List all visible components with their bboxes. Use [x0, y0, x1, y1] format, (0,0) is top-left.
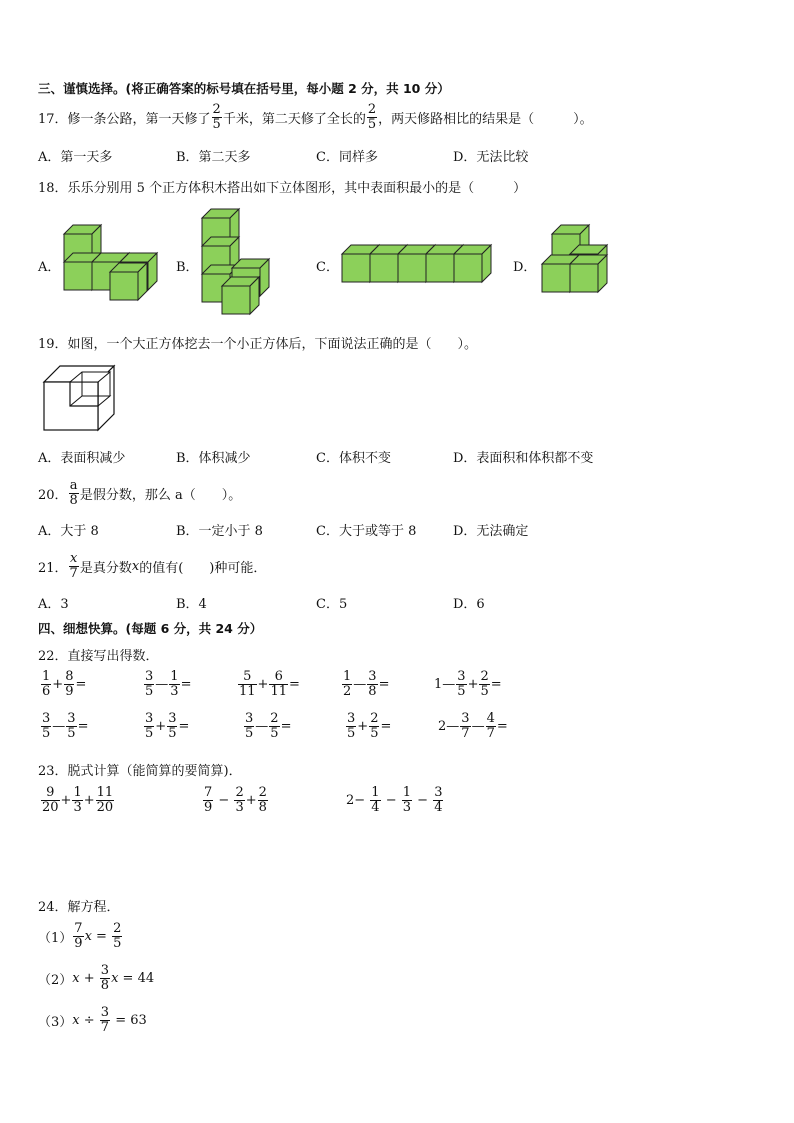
- q22-expr-5: 1— $\frac{3}{5}$ + $\frac{2}{5}$ =: [434, 669, 502, 699]
- q18-label-a[interactable]: A．: [38, 260, 61, 275]
- q20-prefix: 20．: [38, 487, 68, 503]
- question-23: 23．脱式计算（能简算的要简算)．: [38, 764, 242, 779]
- q21-mid-1: 是真分数: [79, 560, 132, 576]
- q17-suffix: ，两天修路相比的结果是（ ）。: [378, 111, 593, 127]
- q22-expr-10: 2— $\frac{3}{7}$ — $\frac{4}{7}$ =: [438, 711, 508, 741]
- q23-expr-3: 2− $\frac{1}{4}$ − $\frac{1}{3}$ − $\frac{3}{4}$: [346, 785, 443, 815]
- q18-figure-b[interactable]: [200, 206, 280, 324]
- q21-option-a[interactable]: A．3: [38, 597, 69, 612]
- cube: [454, 245, 491, 282]
- q20-option-b[interactable]: B．一定小于 8: [176, 524, 263, 539]
- q19-option-c[interactable]: C．体积不变: [316, 451, 391, 466]
- question-20: [38, 474, 241, 512]
- q20-fraction: $\frac{a}{8}$: [69, 477, 78, 508]
- q20-option-d[interactable]: D．无法确定: [453, 524, 529, 539]
- q19-hollow-cube-figure: [42, 362, 118, 432]
- question-24: 24．解方程．: [38, 900, 120, 915]
- q17-option-c[interactable]: C．同样多: [316, 150, 378, 165]
- q21-fraction: $\frac{x}{7}$: [69, 550, 78, 581]
- q21-variable: x: [131, 558, 140, 574]
- q20-option-c[interactable]: C．大于或等于 8: [316, 524, 417, 539]
- q22-expr-4: $\frac{1}{2}$ — $\frac{3}{8}$ =: [343, 669, 390, 699]
- q24-equation-3: （3） x ÷ $\frac{3}{7}$ = 63: [38, 1005, 147, 1035]
- q22-expr-9: $\frac{3}{5}$ + $\frac{2}{5}$ =: [347, 711, 392, 741]
- question-21: [38, 547, 266, 585]
- q21-option-d[interactable]: D．6: [453, 597, 485, 612]
- q21-prefix: 21．: [38, 560, 68, 576]
- q22-expr-8: $\frac{3}{5}$ — $\frac{2}{5}$ =: [245, 711, 292, 741]
- question-19: 19．如图，一个大正方体挖去一个小正方体后，下面说法正确的是（ ）。: [38, 337, 478, 352]
- question-18: 18．乐乐分别用 5 个正方体积木搭出如下立体图形，其中表面积最小的是（ ）: [38, 181, 527, 196]
- section-3-title: 三、谨慎选择。(将正确答案的标号填在括号里，每小题 2 分，共 10 分）: [38, 81, 450, 96]
- q20-suffix: 是假分数，那么 a（ ）。: [79, 487, 242, 503]
- q18-figure-c[interactable]: [340, 242, 500, 286]
- section-4-title: 四、细想快算。(每题 6 分，共 24 分）: [38, 621, 263, 636]
- q18-label-b[interactable]: B．: [176, 260, 199, 275]
- q24-equation-1: （1） $\frac{7}{9}$ x = $\frac{2}{5}$: [38, 921, 122, 951]
- q17-mid: 千米，第二天修了全长的: [222, 111, 366, 127]
- question-17: [38, 98, 593, 136]
- q17-prefix: 17．修一条公路，第一天修了: [38, 111, 211, 127]
- q22-expr-7: $\frac{3}{5}$ + $\frac{3}{5}$ =: [145, 711, 190, 741]
- q22-expr-3: $\frac{5}{11}$ + $\frac{6}{11}$ =: [239, 669, 300, 699]
- q23-expr-2: $\frac{7}{9}$ − $\frac{2}{3}$ + $\frac{2}{8}$: [204, 785, 267, 815]
- q17-option-b[interactable]: B．第二天多: [176, 150, 251, 165]
- q23-expr-1: $\frac{9}{20}$ + $\frac{1}{3}$ + $\frac{11}{20}$: [42, 785, 114, 815]
- q21-option-c[interactable]: C．5: [316, 597, 348, 612]
- q24-equation-2: （2） x + $\frac{3}{8}$ x = 44: [38, 963, 155, 993]
- q19-option-a[interactable]: A．表面积减少: [38, 451, 126, 466]
- question-22: 22．直接写出得数．: [38, 649, 159, 664]
- q17-fraction-2: $\frac{2}{5}$: [367, 101, 377, 132]
- cube: [110, 263, 147, 300]
- q21-option-b[interactable]: B．4: [176, 597, 207, 612]
- q19-option-b[interactable]: B．体积减少: [176, 451, 251, 466]
- q18-label-c[interactable]: C．: [316, 260, 339, 275]
- q22-expr-2: $\frac{3}{5}$ — $\frac{1}{3}$ =: [145, 669, 192, 699]
- cube: [222, 277, 259, 314]
- q18-figure-d[interactable]: [540, 224, 620, 304]
- q21-mid-2: 的值有( )种可能．: [139, 560, 267, 576]
- cube: [570, 255, 607, 292]
- q17-option-d[interactable]: D．无法比较: [453, 150, 529, 165]
- q18-label-d[interactable]: D．: [513, 260, 537, 275]
- q18-figure-a[interactable]: [62, 222, 162, 304]
- q20-option-a[interactable]: A．大于 8: [38, 524, 99, 539]
- q22-expr-1: $\frac{1}{6}$ + $\frac{8}{9}$ =: [42, 669, 87, 699]
- q17-fraction-1: $\frac{2}{5}$: [212, 101, 221, 132]
- q22-expr-6: $\frac{3}{5}$ — $\frac{3}{5}$ =: [42, 711, 89, 741]
- q19-option-d[interactable]: D．表面积和体积都不变: [453, 451, 594, 466]
- q17-option-a[interactable]: A．第一天多: [38, 150, 113, 165]
